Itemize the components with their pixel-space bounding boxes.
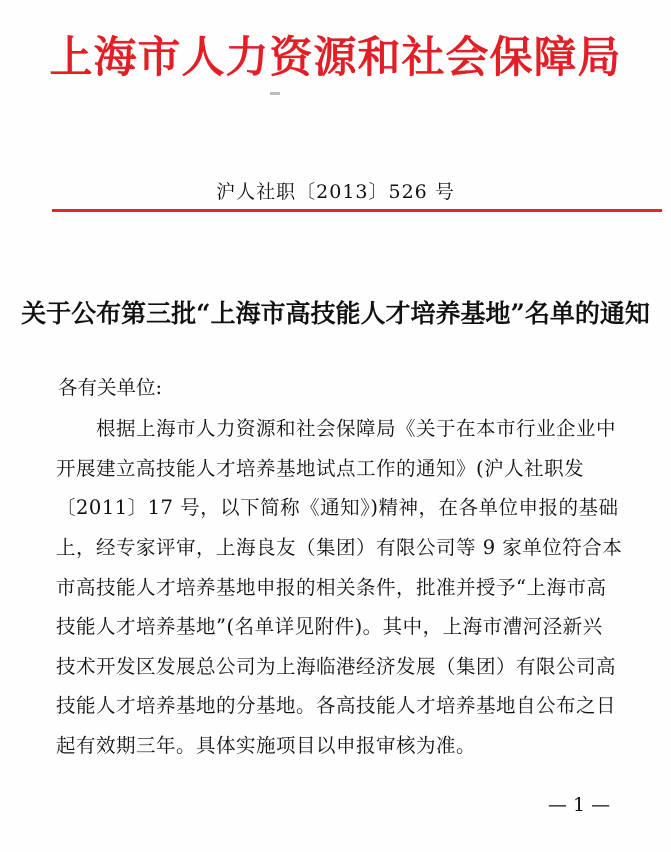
body-line: 技能人才培养基地”(名单详见附件)。其中，上海市漕河泾新兴 bbox=[56, 615, 603, 638]
salutation: 各有关单位: bbox=[58, 376, 163, 399]
body-line: 根据上海市人力资源和社会保障局《关于在本市行业企业中 bbox=[56, 417, 617, 440]
issuing-authority-header: 上海市人力资源和社会保障局 bbox=[49, 33, 622, 83]
scan-mark bbox=[270, 92, 280, 95]
body-line: 起有效期三年。具体实施项目以申报审核为准。 bbox=[56, 734, 477, 757]
document-number: 沪人社职〔2013〕526 号 bbox=[216, 181, 455, 203]
page-number: — 1 — bbox=[548, 794, 611, 816]
body-line: 技能人才培养基地的分基地。各高技能人才培养基地自公布之日 bbox=[56, 694, 617, 717]
body-line: 市高技能人才培养基地申报的相关条件，批准并授予“上海市高 bbox=[56, 576, 607, 599]
red-divider-line bbox=[52, 209, 662, 212]
body-line: 上，经专家评审，上海良友（集团）有限公司等 9 家单位符合本 bbox=[56, 536, 623, 559]
body-line: 技术开发区发展总公司为上海临港经济发展（集团）有限公司高 bbox=[56, 655, 617, 678]
notice-title: 关于公布第三批“上海市高技能人才培养基地”名单的通知 bbox=[21, 299, 650, 328]
body-line: 〔2011〕17 号，以下简称《通知》)精神，在各单位申报的基础 bbox=[56, 496, 619, 519]
body-line: 开展建立高技能人才培养基地试点工作的通知》(沪人社职发 bbox=[56, 457, 585, 480]
